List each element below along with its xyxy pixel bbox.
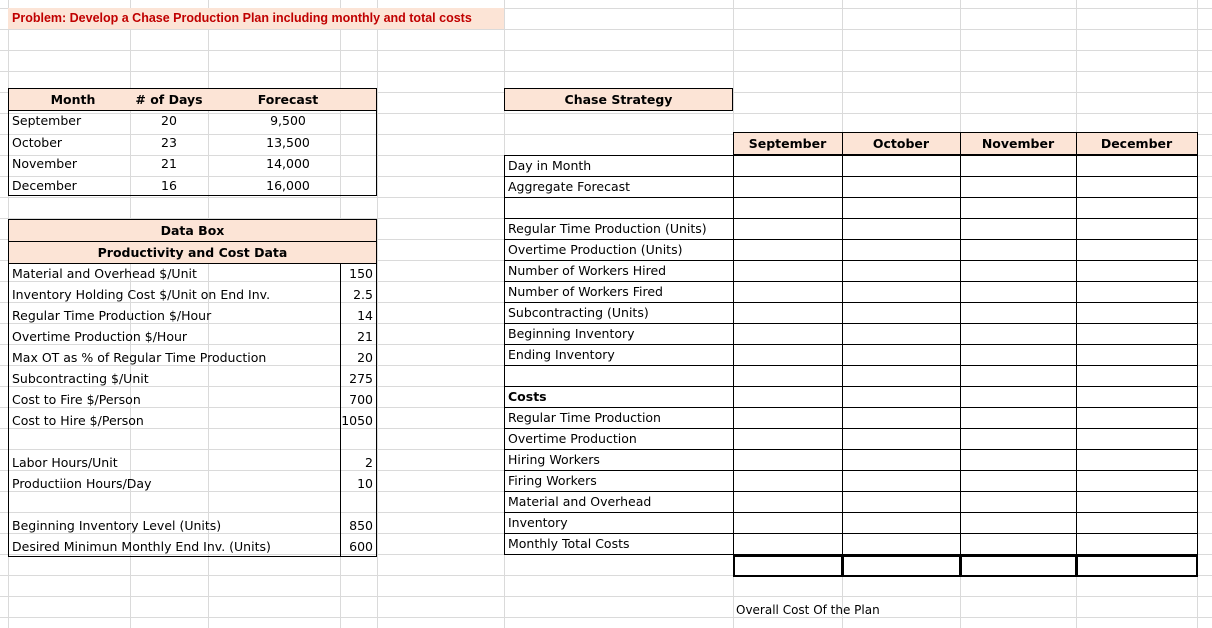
chase-value-cell (960, 491, 1077, 513)
chase-value-cell (1076, 239, 1198, 261)
chase-row-label: Material and Overhead (508, 494, 652, 509)
chase-value-cell (733, 365, 843, 387)
chase-value-cell (1076, 197, 1198, 219)
chase-row-label: Regular Time Production (508, 410, 661, 425)
forecast-value: 16,000 (266, 177, 310, 193)
data-box-label: Productiion Hours/Day (12, 476, 152, 491)
data-box-label: Cost to Fire $/Person (12, 392, 141, 407)
chase-value-cell (1076, 281, 1198, 303)
chase-value-cell (1076, 260, 1198, 282)
chase-value-cell (960, 239, 1077, 261)
chase-row-label: Aggregate Forecast (508, 179, 631, 194)
data-box-label: Max OT as % of Regular Time Production (12, 350, 267, 365)
chase-value-cell (1076, 365, 1198, 387)
chase-value-cell (733, 239, 843, 261)
chase-value-cell (733, 428, 843, 450)
chase-value-cell (842, 470, 961, 492)
chase-value-cell (733, 302, 843, 324)
data-box-label: Beginning Inventory Level (Units) (12, 518, 222, 533)
chase-value-cell (960, 197, 1077, 219)
chase-row-label: Firing Workers (508, 473, 597, 488)
chase-value-cell (1076, 386, 1198, 408)
chase-value-cell (733, 533, 843, 555)
data-box-label: Desired Minimun Monthly End Inv. (Units) (12, 539, 271, 554)
chase-value-cell (842, 302, 961, 324)
data-box-label: Cost to Hire $/Person (12, 413, 144, 428)
chase-value-cell (1076, 323, 1198, 345)
chase-value-cell (733, 260, 843, 282)
chase-value-cell (842, 260, 961, 282)
chase-value-cell (1076, 470, 1198, 492)
chase-value-cell (733, 218, 843, 240)
problem-title: Problem: Develop a Chase Production Plan including monthly and total costs (8, 8, 504, 29)
forecast-days: 21 (161, 156, 177, 171)
data-box-value: 1050 (341, 413, 373, 428)
chase-value-cell (733, 449, 843, 471)
forecast-month: October (12, 134, 63, 150)
chase-value-cell (1076, 428, 1198, 450)
chase-row-label: Day in Month (508, 158, 592, 173)
chase-row-label: Beginning Inventory (508, 326, 635, 341)
chase-value-cell (842, 512, 961, 534)
chase-row-label: Subcontracting (Units) (508, 305, 649, 320)
chase-row-label: Overtime Production (Units) (508, 242, 683, 257)
overall-cost-label: Overall Cost Of the Plan (736, 603, 880, 617)
chase-value-cell (960, 302, 1077, 324)
chase-row-label: Number of Workers Fired (508, 284, 663, 299)
chase-month-header: September (748, 136, 827, 151)
data-box-label: Overtime Production $/Hour (12, 329, 188, 344)
chase-value-cell (960, 407, 1077, 429)
forecast-month: November (12, 156, 78, 171)
forecast-month: December (12, 177, 77, 193)
chase-value-cell (1076, 491, 1198, 513)
chase-value-cell (1076, 449, 1198, 471)
chase-value-cell (1076, 218, 1198, 240)
chase-row-label: Hiring Workers (508, 452, 600, 467)
data-box-label (10, 494, 340, 515)
chase-month-header: November (981, 136, 1055, 151)
data-box-value (340, 494, 377, 515)
forecast-header-0: Month (50, 92, 96, 107)
chase-value-cell (842, 365, 961, 387)
forecast-value: 13,500 (266, 134, 310, 150)
overall-cost-cell (733, 555, 843, 577)
chase-value-cell (842, 428, 961, 450)
data-box-value: 850 (349, 518, 373, 533)
chase-row-label: Overtime Production (508, 431, 637, 446)
chase-value-cell (733, 176, 843, 198)
chase-row-label: Number of Workers Hired (508, 263, 667, 278)
chase-value-cell (1076, 512, 1198, 534)
chase-value-cell (960, 449, 1077, 471)
chase-value-cell (842, 533, 961, 555)
chase-value-cell (842, 239, 961, 261)
data-box-value: 2 (365, 455, 373, 470)
chase-month-header: October (872, 136, 930, 151)
chase-value-cell (960, 155, 1077, 177)
chase-value-cell (960, 512, 1077, 534)
chase-value-cell (842, 323, 961, 345)
data-box-value: 20 (357, 350, 373, 365)
chase-value-cell (842, 344, 961, 366)
data-box-value: 150 (349, 266, 373, 281)
chase-month-header: December (1100, 136, 1173, 151)
chase-value-cell (1076, 344, 1198, 366)
chase-value-cell (960, 365, 1077, 387)
overall-cost-cell (842, 555, 961, 577)
chase-value-cell (733, 407, 843, 429)
chase-value-cell (733, 491, 843, 513)
chase-value-cell (1076, 176, 1198, 198)
data-box-value: 21 (357, 329, 373, 344)
data-box-label: Inventory Holding Cost $/Unit on End Inv. (12, 287, 271, 302)
data-box-value: 2.5 (353, 287, 373, 302)
data-box-value (340, 431, 377, 452)
data-box-value: 14 (357, 308, 373, 323)
forecast-value: 14,000 (266, 156, 310, 171)
data-box-title: Data Box (160, 223, 225, 238)
forecast-header-1: # of Days (135, 92, 203, 107)
chase-value-cell (733, 323, 843, 345)
chase-value-cell (960, 533, 1077, 555)
chase-value-cell (733, 470, 843, 492)
data-box-value: 10 (357, 476, 373, 491)
chase-row-label (505, 197, 733, 218)
forecast-month: September (12, 113, 82, 128)
forecast-days: 23 (161, 134, 177, 150)
chase-value-cell (960, 218, 1077, 240)
data-box-label: Labor Hours/Unit (12, 455, 118, 470)
chase-value-cell (842, 449, 961, 471)
chase-value-cell (1076, 407, 1198, 429)
chase-value-cell (1076, 533, 1198, 555)
data-box-subtitle: Productivity and Cost Data (97, 245, 288, 260)
chase-value-cell (842, 155, 961, 177)
chase-value-cell (1076, 155, 1198, 177)
chase-value-cell (842, 176, 961, 198)
data-box-value: 600 (349, 539, 373, 554)
chase-value-cell (733, 386, 843, 408)
chase-value-cell (842, 386, 961, 408)
forecast-days: 16 (161, 177, 177, 193)
chase-value-cell (842, 281, 961, 303)
chase-value-cell (960, 470, 1077, 492)
forecast-days: 20 (161, 113, 177, 128)
chase-value-cell (960, 323, 1077, 345)
chase-value-cell (960, 344, 1077, 366)
chase-row-label: Inventory (508, 515, 568, 530)
chase-value-cell (960, 428, 1077, 450)
overall-cost-cell (960, 555, 1077, 577)
chase-value-cell (733, 344, 843, 366)
chase-strategy-title: Chase Strategy (564, 92, 673, 107)
forecast-header-2: Forecast (257, 92, 319, 107)
chase-row-label: Monthly Total Costs (508, 536, 630, 551)
chase-value-cell (733, 281, 843, 303)
forecast-value: 9,500 (270, 113, 306, 128)
chase-value-cell (960, 386, 1077, 408)
chase-value-cell (842, 491, 961, 513)
chase-value-cell (1076, 302, 1198, 324)
chase-value-cell (960, 176, 1077, 198)
data-box-label: Material and Overhead $/Unit (12, 266, 197, 281)
chase-value-cell (733, 197, 843, 219)
chase-value-cell (733, 512, 843, 534)
data-box-label (10, 431, 340, 452)
data-box-value: 275 (349, 371, 373, 386)
chase-row-label (505, 365, 733, 386)
chase-value-cell (733, 155, 843, 177)
data-box-label: Regular Time Production $/Hour (12, 308, 212, 323)
chase-row-label: Regular Time Production (Units) (508, 221, 707, 236)
chase-row-label: Ending Inventory (508, 347, 615, 362)
costs-section-heading: Costs (508, 389, 547, 404)
chase-value-cell (842, 407, 961, 429)
chase-value-cell (842, 218, 961, 240)
data-box-value: 700 (349, 392, 373, 407)
data-box-label: Subcontracting $/Unit (12, 371, 149, 386)
chase-value-cell (842, 197, 961, 219)
chase-value-cell (960, 281, 1077, 303)
chase-value-cell (960, 260, 1077, 282)
overall-cost-cell (1076, 555, 1198, 577)
